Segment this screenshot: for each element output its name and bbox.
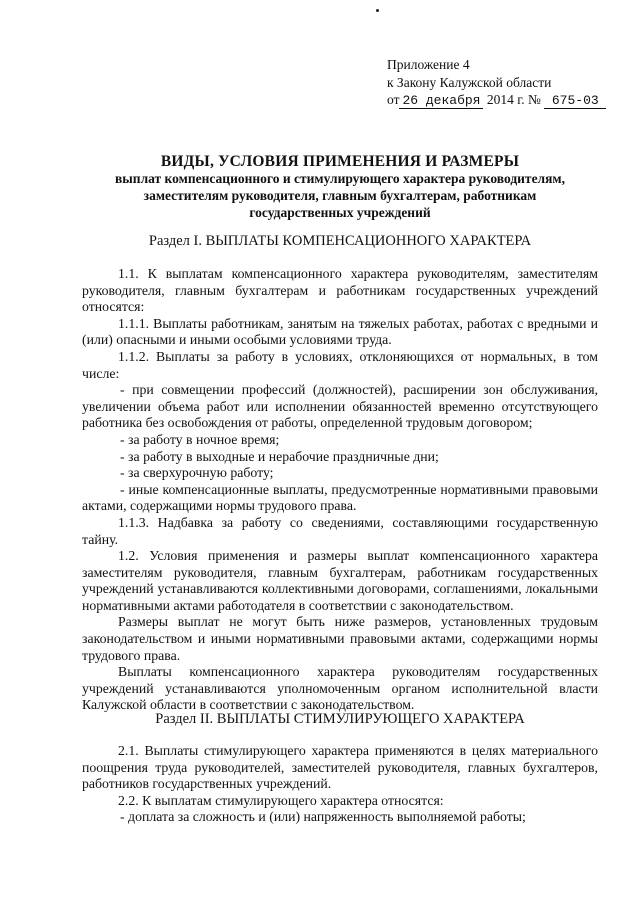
paragraph-sizes: Размеры выплат не могут быть ниже размеров, установленных трудовым законодательством и иными нормативными правовыми актами, содержащими нормы трудового права. [82, 614, 598, 663]
list-item: - за работу в выходные и нерабочие праздничные дни; [120, 448, 439, 464]
annex-number: 675-03 [544, 94, 606, 109]
document-title [60, 153, 620, 221]
section1-heading: Раздел I. ВЫПЛАТЫ КОМПЕНСАЦИОННОГО ХАРАКТЕРА [148, 233, 532, 249]
annex-from: от [387, 92, 400, 107]
list-item: - иные компенсационные выплаты, предусмотренные нормативными правовыми актами, содержащими нормы трудового права. [82, 481, 598, 514]
annex-date-line [387, 91, 606, 109]
paragraph-1-1-1: 1.1.1. Выплаты работникам, занятым на тяжелых работах, работах с вредными и (или) опасными и иными особыми условиями труда. [82, 315, 598, 348]
list-item: - за работу в ночное время; [120, 431, 280, 447]
annex-year: 2014 г. № [486, 92, 541, 107]
annex-date: 26 декабря [399, 94, 483, 109]
title-sub2: заместителям руководителя, главным бухгалтерам, работникам [143, 188, 537, 203]
paragraph-1-1-3: 1.1.3. Надбавка за работу со сведениями, составляющими государственную тайну. [82, 514, 598, 547]
section2-heading: Раздел II. ВЫПЛАТЫ СТИМУЛИРУЮЩЕГО ХАРАКТЕРА [155, 711, 525, 727]
paragraph-1-1: 1.1. К выплатам компенсационного характера руководителям, заместителям руководителя, главным бухгалтерам и работникам государственных учреждений относятся: [82, 266, 598, 315]
paragraph-1-1-2: 1.1.2. Выплаты за работу в условиях, отклоняющихся от нормальных, в том числе: [82, 348, 598, 381]
paragraph-2-1: 2.1. Выплаты стимулирующего характера применяются в целях материального поощрения труда руководителей, заместителей руководителя, главных бухгалтеров, работников государственных учреждений. [82, 743, 598, 792]
annex-block [387, 56, 606, 109]
section1-body [82, 266, 598, 714]
scan-dot [376, 9, 379, 12]
list-item: - за сверхурочную работу; [120, 465, 274, 481]
annex-line1: Приложение 4 [387, 57, 470, 72]
annex-line2: к Закону Калужской области [387, 74, 552, 90]
title-main: ВИДЫ, УСЛОВИЯ ПРИМЕНЕНИЯ И РАЗМЕРЫ [160, 153, 520, 170]
list-item: - при совмещении профессий (должностей), расширении зон обслуживания, увеличении объема работ или исполнении обязанностей временно отсутствующего работника без освобождения от работы, определенной трудовым договором; [82, 382, 598, 431]
title-sub1: выплат компенсационного и стимулирующего характера руководителям, [114, 171, 566, 186]
paragraph-1-2: 1.2. Условия применения и размеры выплат компенсационного характера заместителям руководителя, главным бухгалтерам, работникам государственных учреждений устанавливаются коллективными договорами, соглашениями, локальными нормативными актами работодателя в соответствии с законодательством. [82, 548, 598, 613]
paragraph-heads: Выплаты компенсационного характера руководителям государственных учреждений устанавливаются уполномоченным органом исполнительной власти Калужской области в соответствии с законодательством. [82, 664, 598, 713]
title-sub3: государственных учреждений [249, 205, 431, 220]
list-item: - доплата за сложность и (или) напряженность выполняемой работы; [120, 809, 526, 825]
paragraph-2-2: 2.2. К выплатам стимулирующего характера относятся: [118, 792, 444, 808]
section2-body [82, 743, 598, 826]
